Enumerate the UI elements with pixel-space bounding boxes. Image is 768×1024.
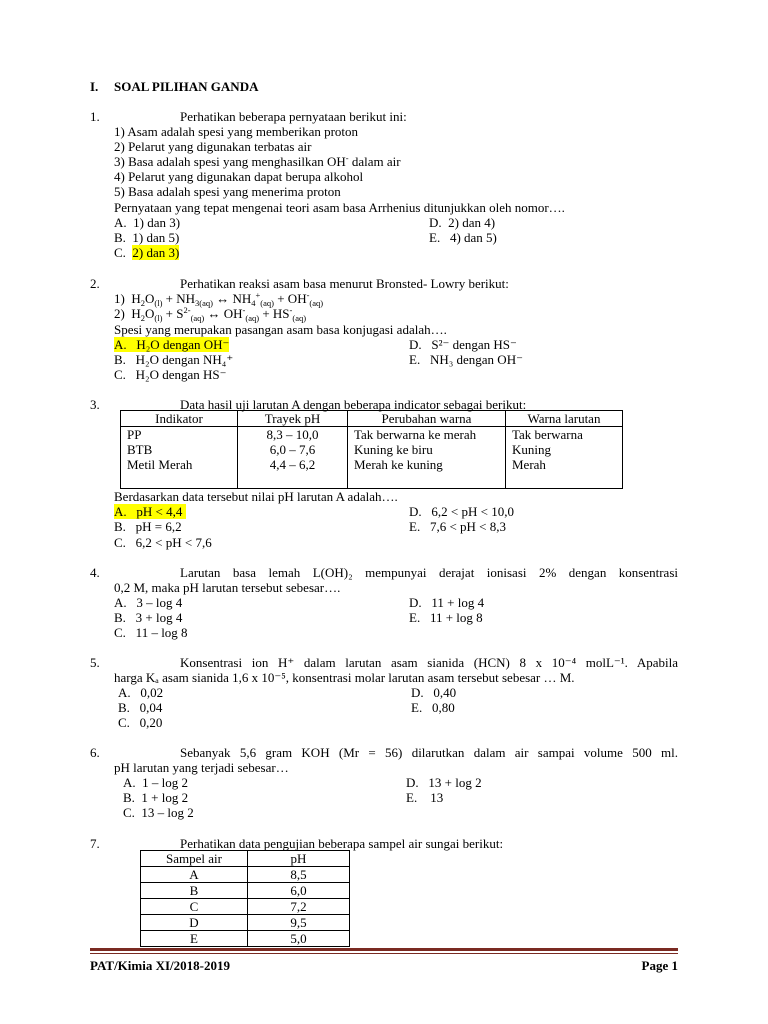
question-3-option-c[interactable]: C. 6,2 < pH < 7,6 bbox=[114, 535, 212, 550]
question-1-stem: Perhatikan beberapa pernyataan berikut ini: bbox=[180, 109, 407, 124]
question-6-option-b[interactable]: B. 1 + log 2 bbox=[123, 790, 189, 805]
question-3-option-e[interactable]: E. 7,6 < pH < 8,3 bbox=[409, 519, 507, 534]
question-2-prompt: Spesi yang merupakan pasangan asam basa konjugasi adalah…. bbox=[114, 322, 447, 337]
table-cell: Tak berwarna Kuning Merah bbox=[506, 427, 623, 489]
question-6-line-1: Sebanyak 5,6 gram KOH (Mr = 56) dilarutkan dalam air sampai volume 500 ml. bbox=[180, 745, 678, 760]
table-cell: D bbox=[141, 915, 248, 931]
question-1-statement-5: 5) Basa adalah spesi yang menerima proton bbox=[114, 184, 341, 199]
question-1-statement-3: 3) Basa adalah spesi yang menghasilkan OH- dalam air bbox=[114, 153, 401, 169]
table-row bbox=[121, 427, 623, 489]
question-2-option-c[interactable]: C. H₂O dengan HS⁻ bbox=[114, 367, 227, 382]
table-cell: 8,3 – 10,0 6,0 – 7,6 4,4 – 6,2 bbox=[238, 427, 348, 489]
question-2-reaction-2: 2) $H_2O_{(l)} + S^{2-}_{(aq)}$ ↔ $OH^-_{(aq)} + HS^-_{(aq)}$ bbox=[114, 305, 307, 323]
question-1-option-b[interactable]: B. 1) dan 5) bbox=[114, 230, 180, 245]
sample-table bbox=[140, 850, 350, 947]
question-5-option-c[interactable]: C. 0,20 bbox=[118, 715, 163, 730]
question-1-option-a[interactable]: A. 1) dan 3) bbox=[114, 215, 181, 230]
question-1-statement-4: 4) Pelarut yang digunakan dapat berupa alkohol bbox=[114, 169, 364, 184]
question-4-option-c[interactable]: C. 11 – log 8 bbox=[114, 625, 188, 640]
question-4-option-e[interactable]: E. 11 + log 8 bbox=[409, 610, 483, 625]
question-5-option-a[interactable]: A. 0,02 bbox=[118, 685, 164, 700]
section-title: SOAL PILIHAN GANDA bbox=[114, 79, 259, 94]
question-4-line-2: 0,2 M, maka pH larutan tersebut sebesar…. bbox=[114, 580, 341, 595]
section-number: I. bbox=[90, 79, 99, 94]
table-cell: 8,5 bbox=[248, 867, 350, 883]
table-cell: B bbox=[141, 883, 248, 899]
table-row bbox=[141, 867, 350, 883]
question-1-option-d[interactable]: D. 2) dan 4) bbox=[429, 215, 496, 230]
table-header: pH bbox=[248, 851, 350, 867]
question-4-number: 4. bbox=[90, 565, 100, 580]
question-2-number: 2. bbox=[90, 276, 100, 291]
question-1-statement-1: 1) Asam adalah spesi yang memberikan proton bbox=[114, 124, 359, 139]
table-cell: 5,0 bbox=[248, 931, 350, 947]
indicator-table bbox=[120, 410, 623, 489]
question-3-number: 3. bbox=[90, 397, 100, 412]
table-cell: 6,0 bbox=[248, 883, 350, 899]
question-6-line-2: pH larutan yang terjadi sebesar… bbox=[114, 760, 289, 775]
table-cell: PP BTB Metil Merah bbox=[121, 427, 238, 489]
table-row bbox=[141, 915, 350, 931]
question-7-number: 7. bbox=[90, 836, 100, 851]
question-1-option-c[interactable]: C. 2) dan 3) bbox=[114, 245, 180, 260]
table-header: Indikator bbox=[121, 411, 238, 427]
question-5-option-e[interactable]: E. 0,80 bbox=[411, 700, 455, 715]
table-row bbox=[141, 931, 350, 947]
question-6-option-a[interactable]: A. 1 – log 2 bbox=[123, 775, 189, 790]
question-5-number: 5. bbox=[90, 655, 100, 670]
question-2-option-b[interactable]: B. H₂O dengan NH₄⁺ bbox=[114, 352, 234, 367]
table-header: Perubahan warna bbox=[348, 411, 506, 427]
highlighted-answer: 2) dan 3) bbox=[132, 245, 180, 260]
question-6-number: 6. bbox=[90, 745, 100, 760]
question-2-option-d[interactable]: D. S²⁻ dengan HS⁻ bbox=[409, 337, 517, 352]
question-5-option-d[interactable]: D. 0,40 bbox=[411, 685, 457, 700]
table-cell: C bbox=[141, 899, 248, 915]
highlighted-answer: A. pH < 4,4 bbox=[114, 504, 186, 519]
table-cell: Tak berwarna ke merah Kuning ke biru Merah ke kuning bbox=[348, 427, 506, 489]
question-3-option-b[interactable]: B. pH = 6,2 bbox=[114, 519, 182, 534]
question-4-line-1: Larutan basa lemah L(OH)₂ mempunyai derajat ionisasi 2% dengan konsentrasi bbox=[180, 565, 678, 580]
question-7-stem: Perhatikan data pengujian beberapa sampel air sungai berikut: bbox=[180, 836, 504, 851]
table-header: Sampel air bbox=[141, 851, 248, 867]
table-header: Warna larutan bbox=[506, 411, 623, 427]
question-5-line-1: Konsentrasi ion H⁺ dalam larutan asam sianida (HCN) 8 x 10⁻⁴ molL⁻¹. Apabila bbox=[180, 655, 678, 670]
question-1-prompt: Pernyataan yang tepat mengenai teori asam basa Arrhenius ditunjukkan oleh nomor…. bbox=[114, 200, 565, 215]
question-4-option-d[interactable]: D. 11 + log 4 bbox=[409, 595, 485, 610]
question-2-option-a[interactable] bbox=[114, 337, 229, 352]
footer-divider-thin bbox=[90, 953, 678, 954]
footer-left: PAT/Kimia XI/2018-2019 bbox=[90, 958, 230, 973]
table-cell: 9,5 bbox=[248, 915, 350, 931]
question-5-option-b[interactable]: B. 0,04 bbox=[118, 700, 163, 715]
question-3-option-d[interactable]: D. 6,2 < pH < 10,0 bbox=[409, 504, 514, 519]
question-1-option-e[interactable]: E. 4) dan 5) bbox=[429, 230, 497, 245]
question-5-line-2: harga Kₐ asam sianida 1,6 x 10⁻⁵, konsentrasi molar larutan asam tersebut sebesar … M. bbox=[114, 670, 575, 685]
question-4-option-a[interactable]: A. 3 – log 4 bbox=[114, 595, 183, 610]
question-2-option-e[interactable]: E. NH₃ dengan OH⁻ bbox=[409, 352, 523, 367]
question-6-option-d[interactable]: D. 13 + log 2 bbox=[406, 775, 482, 790]
table-cell: E bbox=[141, 931, 248, 947]
footer-page-number: Page 1 bbox=[641, 958, 678, 973]
question-4-option-b[interactable]: B. 3 + log 4 bbox=[114, 610, 183, 625]
question-3-stem: Data hasil uji larutan A dengan beberapa indicator sebagai berikut: bbox=[180, 397, 527, 412]
table-row bbox=[141, 883, 350, 899]
question-6-option-e[interactable]: E. 13 bbox=[406, 790, 444, 805]
highlighted-answer: A. H₂O dengan OH⁻ bbox=[114, 337, 230, 352]
question-3-option-a[interactable] bbox=[114, 504, 186, 519]
table-header: Trayek pH bbox=[238, 411, 348, 427]
question-1-number: 1. bbox=[90, 109, 100, 124]
question-3-prompt: Berdasarkan data tersebut nilai pH larutan A adalah…. bbox=[114, 489, 398, 504]
table-cell: 7,2 bbox=[248, 899, 350, 915]
footer-divider bbox=[90, 948, 678, 951]
table-cell: A bbox=[141, 867, 248, 883]
question-1-statement-2: 2) Pelarut yang digunakan terbatas air bbox=[114, 139, 312, 154]
table-row bbox=[141, 899, 350, 915]
question-2-reaction-1: 1) $H_2O_{(l)} + NH_{3(aq)}$ ↔ $NH_4^+_{(aq)} + OH^-_{(aq)}$ bbox=[114, 290, 324, 308]
question-2-stem: Perhatikan reaksi asam basa menurut Bronsted- Lowry berikut: bbox=[180, 276, 509, 291]
question-6-option-c[interactable]: C. 13 – log 2 bbox=[123, 805, 194, 820]
